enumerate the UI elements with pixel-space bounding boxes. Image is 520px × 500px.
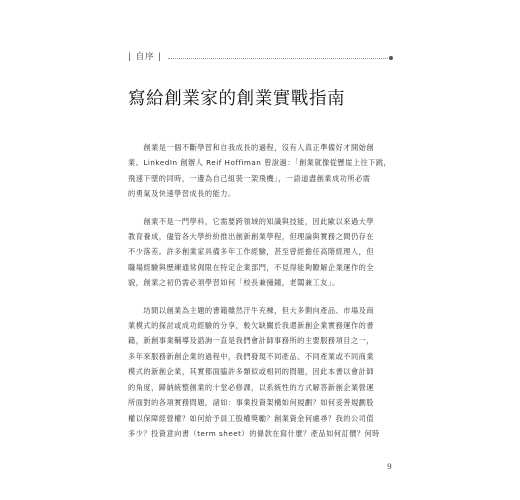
paragraph: 創業是一個不斷學習和自我成長的過程，沒有人真正準備好才開始創 業。LinkedIn 創辦人 Reif Hoffiman 曾說過：「創業就像從懸崖上往下跳， 飛速下墜的同時，一邊為自己組裝一架飛機」，一語道盡創業成功所必需 的勇氣及快速學習成長的能力。 <box>128 143 392 199</box>
chapter-title: 寫給創業家的創業實戰指南 <box>128 89 346 109</box>
body-text <box>128 140 398 453</box>
header-rule <box>168 58 390 59</box>
header-dot <box>389 56 393 60</box>
page-number: 9 <box>387 462 392 471</box>
section-label: | 自序 | <box>128 52 163 62</box>
paragraph: 創業不是一門學科，它需要跨領域的知識與技能，因此歐以來過大學 教育養成，儘管各大學紛紛推出創新創業學程，但理論與實務之間仍存在 不少落差。許多創業家具備多年工作經驗，甚至曾經擔任高階經理人，但 職場經驗與歷練通常侷限在特定企業部門，不見得能夠瞭解企業運作的全 貌，創業之初仍需必須學習如何「校長兼撞鐘，老闆兼工友」。 <box>128 216 375 288</box>
paragraph: 坊間以創業為主題的書籍雖然汗牛充棟，但大多側向產品、市場及商 業模式的探討或成功經驗的分享，較欠缺關於我還新創企業實務運作的書 籍，新創事業輔導及諮詢一直是我們會計師事務所的主要服務項目之一， 多年來服務新創企業的過程中，我們發現不同產品、不同產業或不同商業 模式的新創企業，其實都面臨許多類似或相同的問題，因此本書以會計師 的角度，歸納統整創業的十堂必修課，以系統性的方式解答新創企業營運 所面對的各項實務問題，諸如：事業投資架構如何規劃？如何妥善規劃股 權以保障經營權？如何給予員工股權獎勵？創業資金何處尋？我的公司值 多少？投資意向書（term sheet）的條款在寫什麼？產品如何訂價？何時 <box>128 305 380 438</box>
